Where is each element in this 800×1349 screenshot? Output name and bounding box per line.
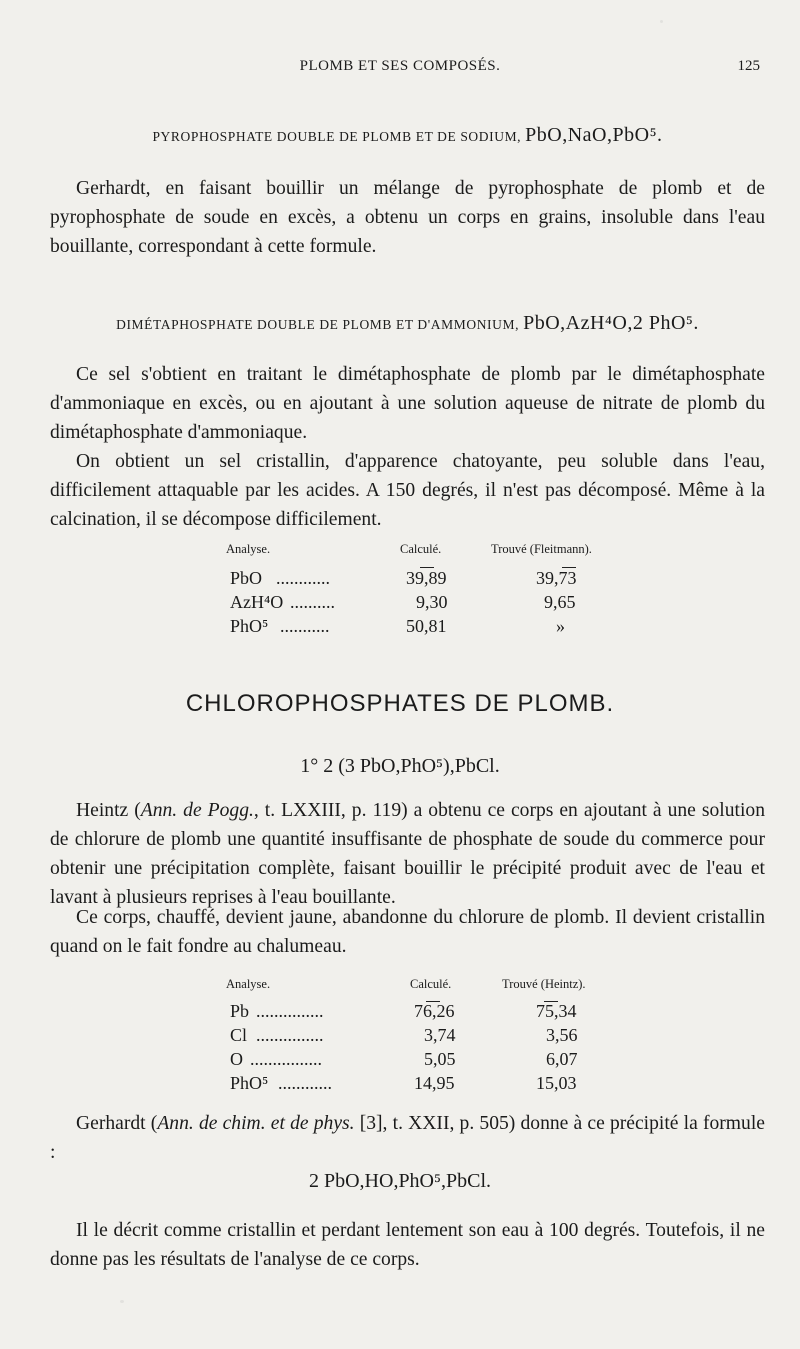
header-calcule: Calculé. <box>410 977 452 991</box>
table-row <box>226 616 646 642</box>
analysis-table-fleitmann <box>226 542 646 652</box>
row-calculated: 14,95 <box>414 1073 455 1093</box>
page-number: 125 <box>737 58 760 74</box>
paper-speck <box>660 20 663 23</box>
table-row <box>226 1001 646 1027</box>
row-found: 75,34 <box>536 1001 577 1021</box>
row-calculated: 9,30 <box>416 592 448 612</box>
row-calculated: 50,81 <box>406 616 447 636</box>
row-leader: ........... <box>280 616 330 636</box>
paragraph-text <box>50 796 765 912</box>
row-label: O <box>230 1049 243 1069</box>
row-leader: ............ <box>278 1073 332 1093</box>
text-run: Heintz ( <box>76 800 141 821</box>
running-title: PLOMB ET SES COMPOSÉS. <box>299 58 501 74</box>
header-trouve: Trouvé (Fleitmann). <box>491 542 592 556</box>
journal-reference: Ann. de chim. et de phys. <box>157 1113 355 1134</box>
paragraph-text: On obtient un sel cristallin, d'apparence chatoyante, peu soluble dans l'eau, difficilement attaquable par les acides. A 150 degrés, il n'est pas décomposé. Même à la calcination, il se décompose difficilement. <box>50 451 765 530</box>
paragraph-chauffe <box>50 903 765 961</box>
header-analyse: Analyse. <box>226 977 271 991</box>
section-title-pyrophosphate <box>50 124 765 147</box>
text-run: Gerhardt ( <box>76 1113 158 1134</box>
row-label: AzH⁴O <box>230 592 284 612</box>
paragraph-final <box>50 1216 765 1274</box>
paragraph-heintz <box>50 796 765 912</box>
paragraph-pyrophosphate <box>50 174 765 261</box>
row-found: 15,03 <box>536 1073 577 1093</box>
row-found: 39,73 <box>536 568 577 588</box>
row-leader: ............... <box>256 1025 324 1045</box>
section-title-label: PYROPHOSPHATE DOUBLE DE PLOMB ET DE SODIUM, <box>152 129 522 144</box>
paragraph-dimetaphosphate-1 <box>50 360 765 447</box>
paragraph-text: Il le décrit comme cristallin et perdant lentement son eau à 100 degrés. Toutefois, il ne donne pas les résultats de l'analyse de ce corps. <box>50 1220 765 1270</box>
row-calculated: 76,26 <box>414 1001 455 1021</box>
paragraph-gerhardt <box>50 1109 765 1167</box>
paragraph-dimetaphosphate-2 <box>50 447 765 534</box>
row-label: PhO⁵ <box>230 1073 269 1093</box>
row-leader: ................ <box>250 1049 322 1069</box>
header-analyse: Analyse. <box>226 542 271 556</box>
compound-subtitle: 1° 2 (3 PbO,PhO⁵),PbCl. <box>300 755 500 777</box>
section-title-formula: PbO,NaO,PbO⁵. <box>525 124 663 146</box>
header-trouve: Trouvé (Heintz). <box>502 977 586 991</box>
row-calculated: 5,05 <box>424 1049 456 1069</box>
row-label: PhO⁵ <box>230 616 269 636</box>
row-calculated: 39,89 <box>406 568 447 588</box>
table-row <box>226 1049 646 1075</box>
row-label: Pb <box>230 1001 250 1021</box>
text-run: [3], t. XXII, p. 505) donne à ce précipité la formule : <box>50 1113 765 1163</box>
row-calculated: 3,74 <box>424 1025 456 1045</box>
row-leader: .......... <box>290 592 335 612</box>
page-header <box>0 58 800 82</box>
paragraph-text: Ce sel s'obtient en traitant le dimétaphosphate de plomb par le dimétaphosphate d'ammoniaque en excès, ou en ajoutant à une solution aqueuse de nitrate de plomb du dimétaphosphate d'ammoniaque. <box>50 364 765 443</box>
table-row <box>226 1073 646 1099</box>
section-title-formula: PbO,AzH⁴O,2 PhO⁵. <box>523 312 699 334</box>
row-leader: ............... <box>256 1001 324 1021</box>
section-title-dimetaphosphate <box>50 312 765 335</box>
row-label: Cl <box>230 1025 248 1045</box>
paper-speck <box>120 1300 124 1303</box>
paragraph-text: Ce corps, chauffé, devient jaune, abandonne du chlorure de plomb. Il devient cristallin quand on le fait fondre au chalumeau. <box>50 907 765 957</box>
paragraph-text: Gerhardt, en faisant bouillir un mélange de pyrophosphate de plomb et de pyrophosphate de soude en excès, a obtenu un corps en grains, insoluble dans l'eau bouillante, correspondant à cette formule. <box>50 178 765 257</box>
row-found: 9,65 <box>544 592 576 612</box>
row-label: PbO <box>230 568 263 588</box>
row-found: 6,07 <box>546 1049 578 1069</box>
chapter-title: CHLOROPHOSPHATES DE PLOMB. <box>185 690 615 717</box>
formula-line: 2 PbO,HO,PhO⁵,PbCl. <box>308 1170 491 1192</box>
table-row <box>226 568 646 594</box>
row-leader: ............ <box>276 568 330 588</box>
header-calcule: Calculé. <box>400 542 442 556</box>
journal-reference: Ann. de Pogg. <box>140 800 254 821</box>
table-row <box>226 1025 646 1051</box>
section-title-label: DIMÉTAPHOSPHATE DOUBLE DE PLOMB ET D'AMMONIUM, <box>116 317 520 332</box>
row-found: 3,56 <box>546 1025 578 1045</box>
table-row <box>226 592 646 618</box>
paragraph-text <box>50 1109 765 1167</box>
row-found: » <box>556 616 565 636</box>
text-run: , t. LXXIII, p. 119) a obtenu ce corps en ajoutant à une solution de chlorure de plomb une quantité insuffisante de phosphate de soude du commerce pour obtenir une précipitation complète, faisant bouillir le précipité produit avec de l'eau et lavant à plusieurs reprises à l'eau bouillante. <box>50 800 765 908</box>
analysis-table-heintz <box>226 977 646 1102</box>
